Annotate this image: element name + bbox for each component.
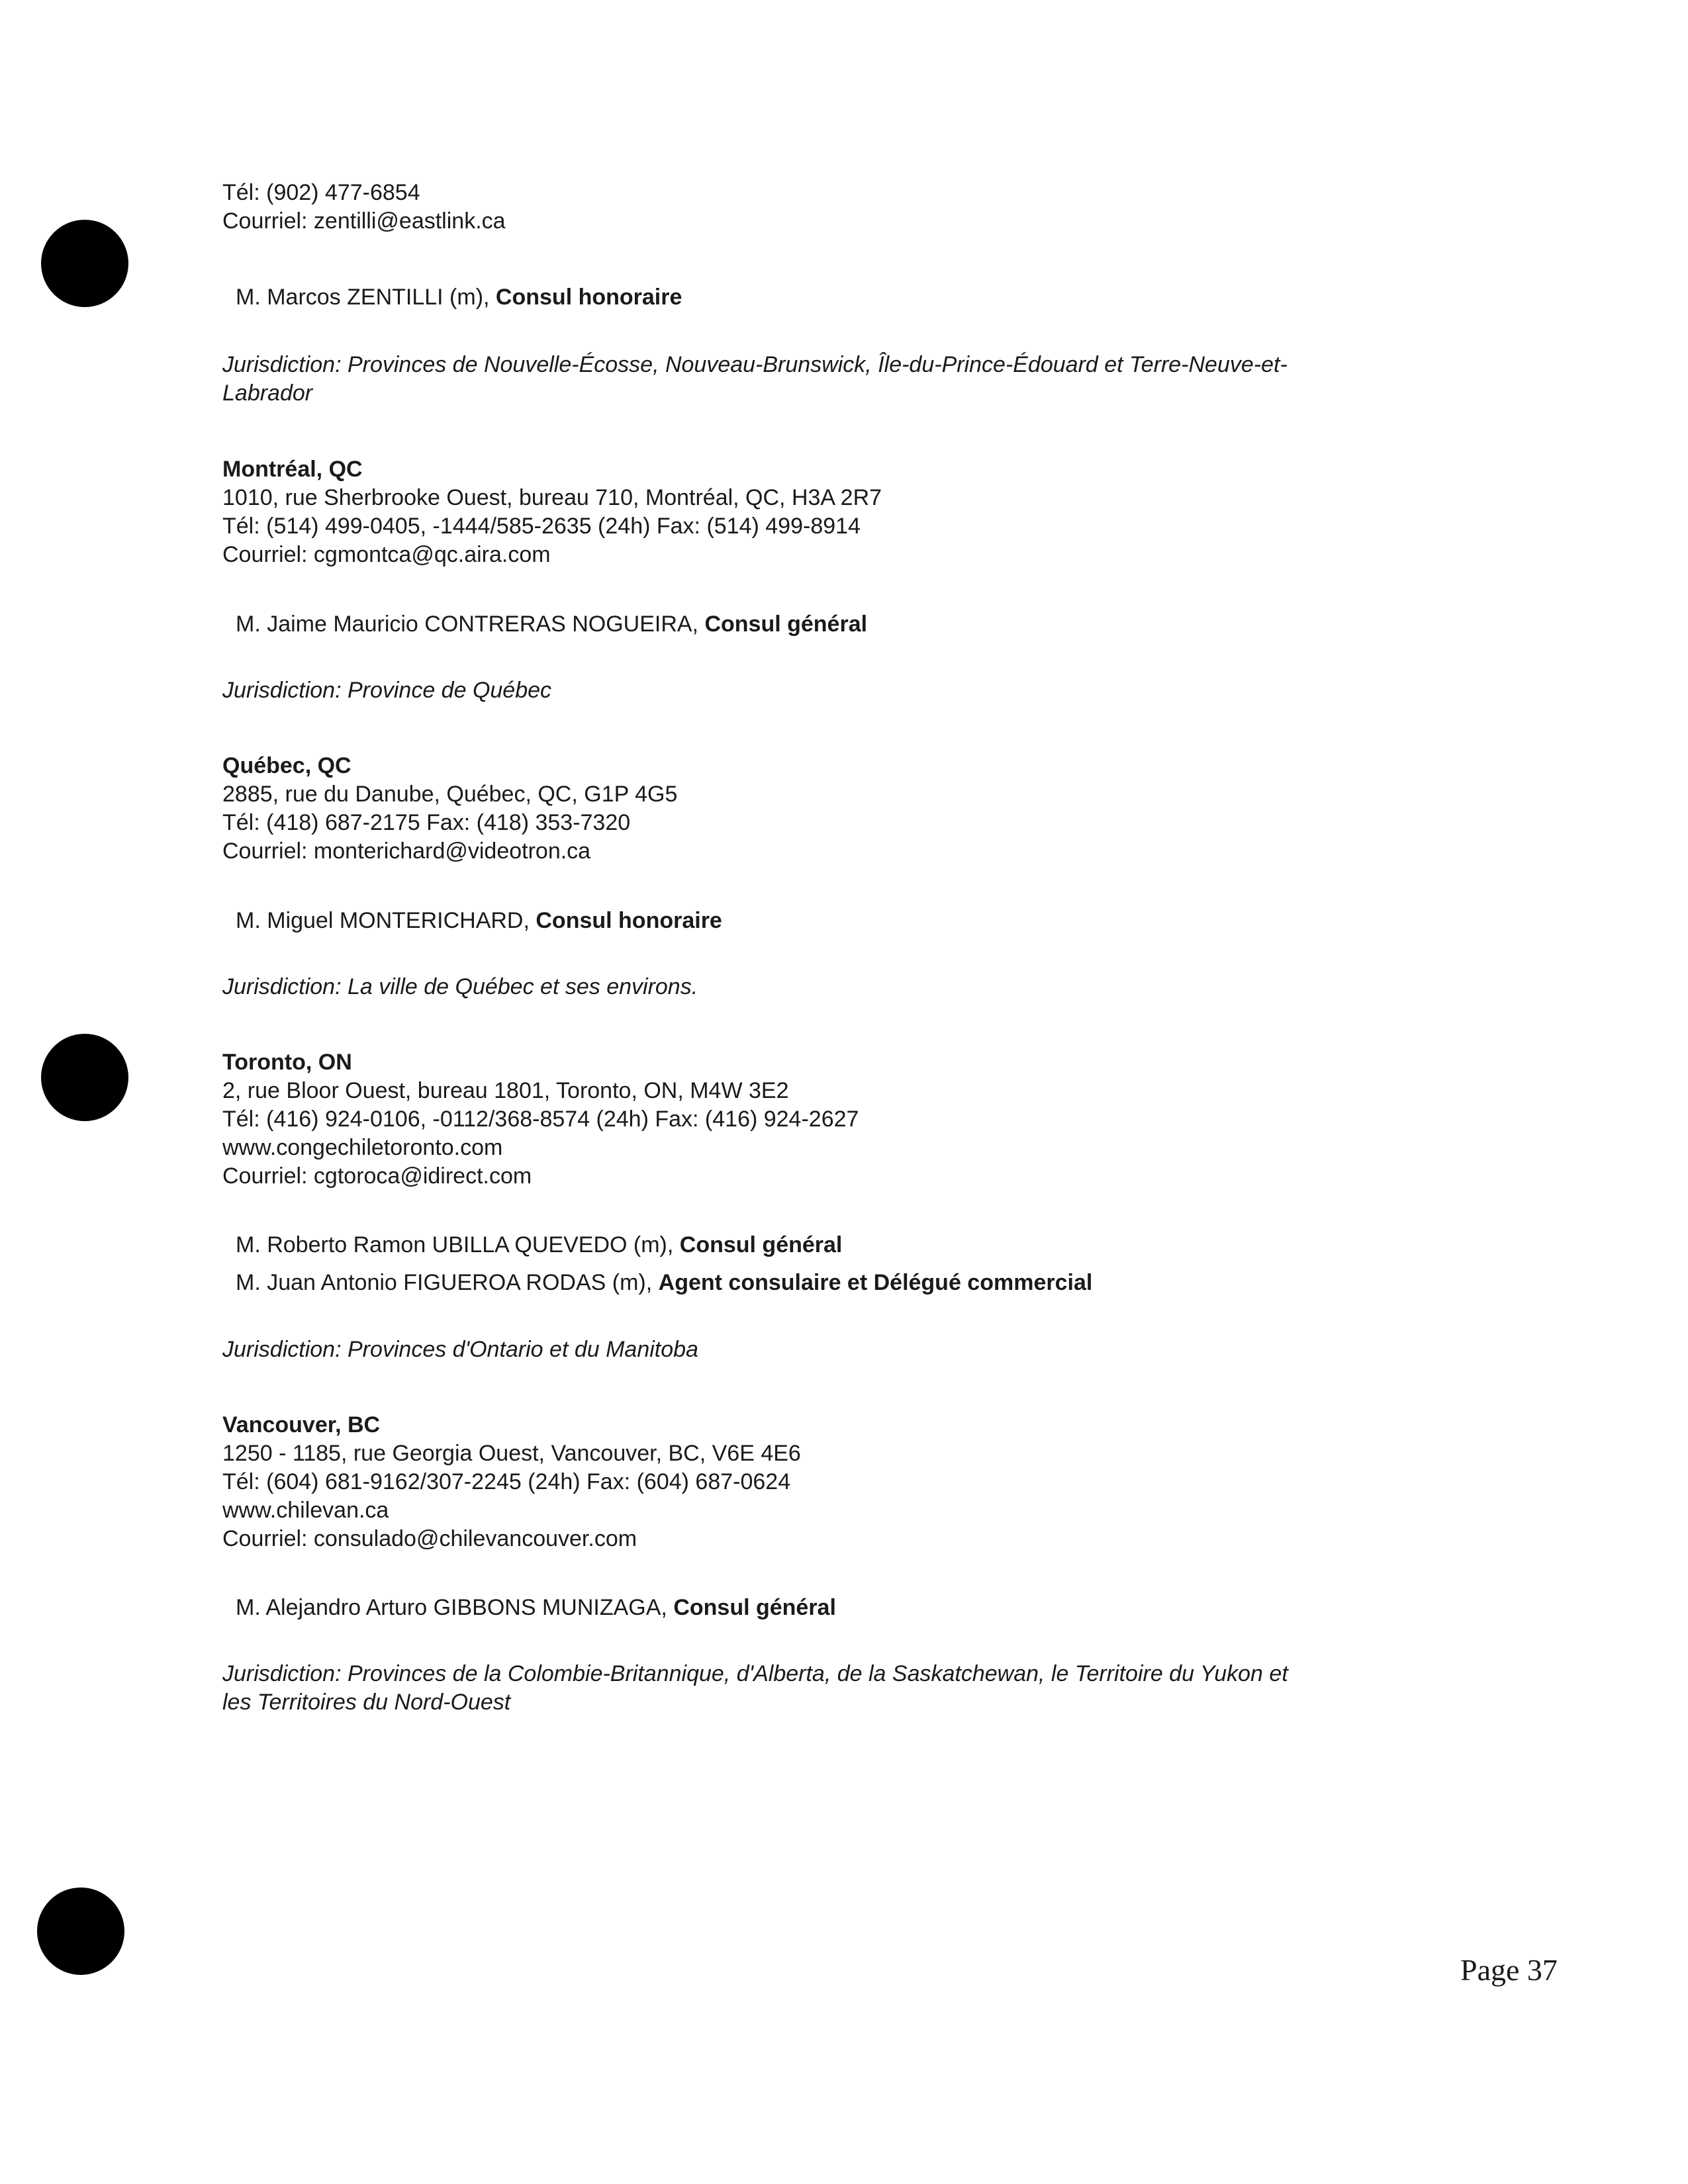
jurisdiction-line-1: Jurisdiction: Provinces de la Colombie-Britannique, d'Alberta, de la Saskatchewan, le Territoire du Yukon et — [222, 1661, 1288, 1686]
office-email: Courriel: cgmontca@qc.aira.com — [222, 542, 551, 567]
office-email: Courriel: monterichard@videotron.ca — [222, 839, 591, 864]
city-heading: Montréal, QC — [222, 457, 363, 482]
city-heading: Québec, QC — [222, 753, 352, 778]
halifax-contact — [222, 179, 506, 236]
punch-hole-bottom — [37, 1888, 124, 1975]
office-address: 1250 - 1185, rue Georgia Ouest, Vancouver, BC, V6E 4E6 — [222, 1441, 801, 1466]
punch-hole-middle — [41, 1034, 128, 1121]
office-website: www.chilevan.ca — [222, 1498, 389, 1523]
toronto-office — [222, 1048, 859, 1191]
office-email: Courriel: consulado@chilevancouver.com — [222, 1526, 637, 1551]
office-phone: Tél: (604) 681-9162/307-2245 (24h) Fax: (604) 687-0624 — [222, 1469, 791, 1494]
jurisdiction-line: Jurisdiction: La ville de Québec et ses environs. — [222, 974, 698, 999]
jurisdiction-line-2: Labrador — [222, 381, 313, 406]
consul-name: M. Miguel MONTERICHARD, — [236, 908, 536, 933]
office-address: 2, rue Bloor Ouest, bureau 1801, Toronto, ON, M4W 3E2 — [222, 1078, 789, 1103]
agent-title: Agent consulaire et Délégué commercial — [658, 1270, 1093, 1295]
halifax-jurisdiction — [222, 351, 1288, 408]
city-heading: Toronto, ON — [222, 1050, 352, 1075]
consul-name: M. Marcos ZENTILLI (m), — [236, 285, 496, 310]
office-website: www.congechiletoronto.com — [222, 1135, 503, 1160]
consul-title: Consul général — [673, 1595, 836, 1620]
quebec-jurisdiction — [222, 973, 698, 1001]
office-phone: Tél: (418) 687-2175 Fax: (418) 353-7320 — [222, 810, 631, 835]
vancouver-consul — [222, 1594, 836, 1622]
consul-title: Consul honoraire — [495, 285, 682, 310]
consul-name: M. Roberto Ramon UBILLA QUEVEDO (m), — [236, 1232, 680, 1257]
toronto-consuls — [222, 1231, 1092, 1297]
quebec-consul — [222, 907, 722, 935]
jurisdiction-line-2: les Territoires du Nord-Ouest — [222, 1690, 511, 1715]
consul-title: Consul général — [679, 1232, 843, 1257]
office-address: 2885, rue du Danube, Québec, QC, G1P 4G5 — [222, 782, 678, 807]
jurisdiction-line: Jurisdiction: Province de Québec — [222, 678, 552, 703]
office-phone: Tél: (416) 924-0106, -0112/368-8574 (24h) Fax: (416) 924-2627 — [222, 1107, 859, 1132]
consul-name: M. Jaime Mauricio CONTRERAS NOGUEIRA, — [236, 612, 705, 637]
montreal-jurisdiction — [222, 676, 551, 705]
vancouver-jurisdiction — [222, 1660, 1288, 1717]
halifax-email: Courriel: zentilli@eastlink.ca — [222, 208, 506, 234]
consul-title: Consul honoraire — [536, 908, 722, 933]
quebec-office — [222, 752, 677, 866]
jurisdiction-line-1: Jurisdiction: Provinces de Nouvelle-Écosse, Nouveau-Brunswick, Île-du-Prince-Édouard et Terre-Neuve-et- — [222, 352, 1288, 377]
toronto-jurisdiction — [222, 1336, 698, 1364]
consul-title: Consul général — [704, 612, 868, 637]
jurisdiction-line: Jurisdiction: Provinces d'Ontario et du Manitoba — [222, 1337, 698, 1362]
office-email: Courriel: cgtoroca@idirect.com — [222, 1163, 532, 1189]
punch-hole-top — [41, 220, 128, 307]
halifax-consul — [222, 283, 682, 312]
vancouver-office — [222, 1411, 801, 1553]
agent-name: M. Juan Antonio FIGUEROA RODAS (m), — [236, 1270, 659, 1295]
page-number: Page 37 — [1460, 1953, 1558, 1987]
office-address: 1010, rue Sherbrooke Ouest, bureau 710, Montréal, QC, H3A 2R7 — [222, 485, 882, 510]
office-phone: Tél: (514) 499-0405, -1444/585-2635 (24h) Fax: (514) 499-8914 — [222, 514, 861, 539]
city-heading: Vancouver, BC — [222, 1412, 381, 1437]
consul-name: M. Alejandro Arturo GIBBONS MUNIZAGA, — [236, 1595, 674, 1620]
montreal-consul — [222, 610, 867, 639]
halifax-phone: Tél: (902) 477-6854 — [222, 180, 420, 205]
montreal-office — [222, 455, 882, 569]
